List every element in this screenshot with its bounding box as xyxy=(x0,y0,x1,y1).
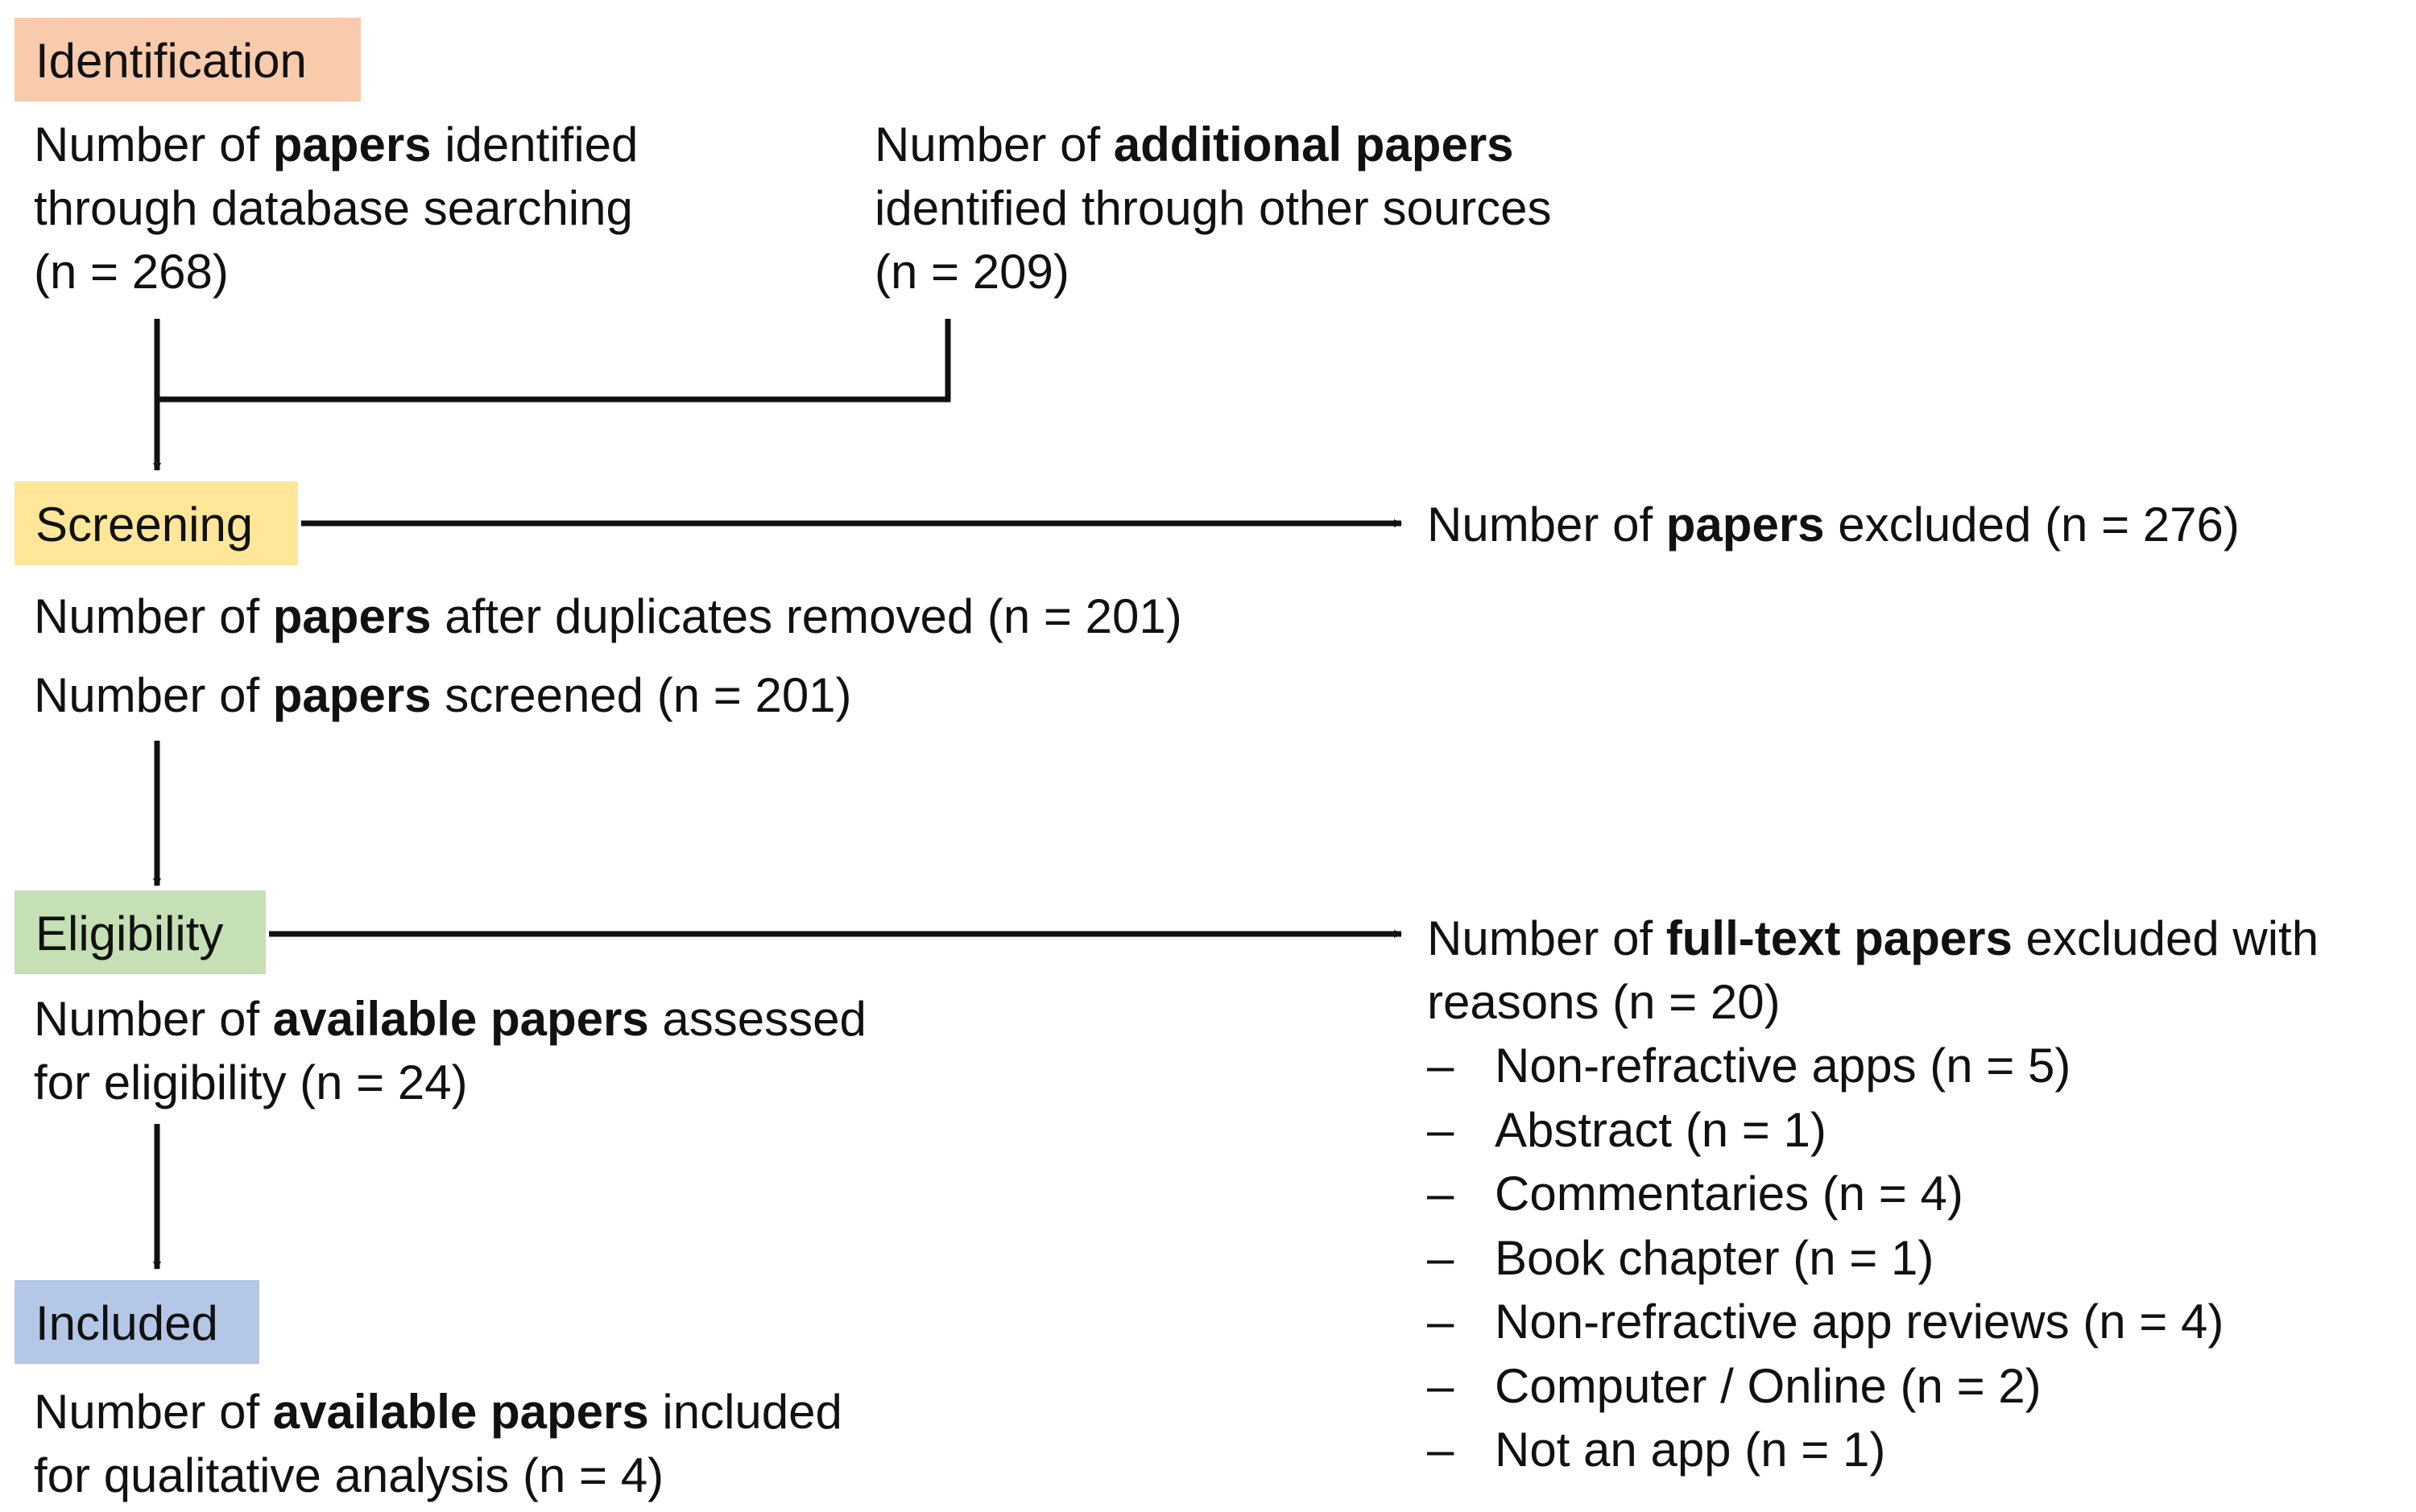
other-sources-box: Number of additional papers identified through other sources (n = 209) xyxy=(875,118,1552,299)
bullet-dash: – xyxy=(1427,1423,1454,1477)
database-search-box: Number of papers identified through database searching (n = 268) xyxy=(34,118,639,299)
list-item: – Commentaries (n = 4) xyxy=(1427,1162,2224,1226)
stage-label-identification: Identification xyxy=(14,18,361,101)
list-item: – Computer / Online (n = 2) xyxy=(1427,1354,2224,1419)
screened-text: Number of papers screened (n = 201) xyxy=(34,668,852,722)
list-item: – Abstract (n = 1) xyxy=(1427,1098,2224,1163)
screening-excluded-box: Number of papers excluded (n = 276) xyxy=(1427,498,2240,552)
bullet-dash: – xyxy=(1427,1039,1454,1093)
eligibility-assessed-box: Number of available papers assessed for eligibility (n = 24) xyxy=(34,992,867,1109)
list-item: – Non-refractive apps (n = 5) xyxy=(1427,1034,2224,1098)
after-duplicates-text: Number of papers after duplicates removed (n = 201) xyxy=(34,589,1182,643)
stage-label-included: Included xyxy=(14,1280,259,1364)
fulltext-excluded-box: Number of full-text papers excluded with reasons (n = 20) xyxy=(1427,911,2319,1029)
bullet-dash: – xyxy=(1427,1358,1454,1413)
connector-other-sources xyxy=(157,319,948,399)
bullet-dash: – xyxy=(1427,1167,1454,1221)
list-item: – Not an app (n = 1) xyxy=(1427,1418,2224,1482)
bullet-dash: – xyxy=(1427,1230,1454,1285)
bullet-dash: – xyxy=(1427,1102,1454,1157)
bullet-dash: – xyxy=(1427,1295,1454,1349)
stage-label-screening: Screening xyxy=(14,481,298,565)
included-analysis-box: Number of available papers included for qualitative analysis (n = 4) xyxy=(34,1385,842,1502)
list-item: – Book chapter (n = 1) xyxy=(1427,1226,2224,1291)
list-item: – Non-refractive app reviews (n = 4) xyxy=(1427,1290,2224,1354)
stage-label-eligibility: Eligibility xyxy=(14,890,266,974)
